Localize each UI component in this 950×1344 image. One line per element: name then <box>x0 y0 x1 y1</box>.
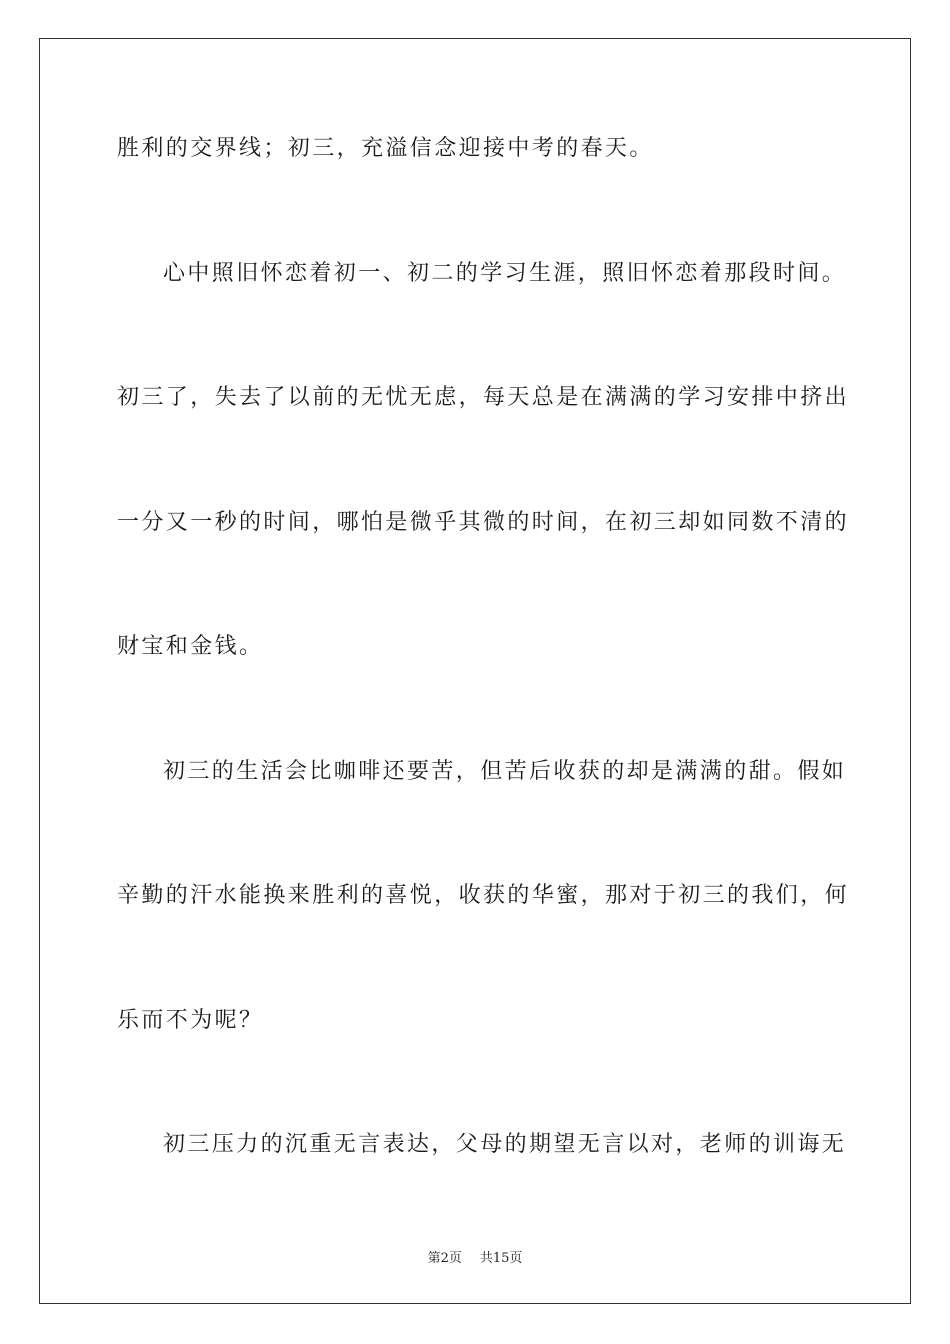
text-line-7: 辛勤的汗水能换来胜利的喜悦，收获的华蜜，那对于初三的我们，何 <box>117 883 850 908</box>
page-footer <box>0 1247 950 1266</box>
text-line-6: 初三的生活会比咖啡还要苦，但苦后收获的却是满满的甜。假如 <box>163 759 847 784</box>
text-line-9: 初三压力的沉重无言表达，父母的期望无言以对，老师的训诲无 <box>163 1132 847 1157</box>
text-line-8: 乐而不为呢？ <box>117 1008 264 1033</box>
text-line-3: 初三了，失去了以前的无忧无虑，每天总是在满满的学习安排中挤出 <box>117 385 850 410</box>
page-total: 共15页 <box>479 1251 523 1266</box>
page-number: 第2页 <box>427 1251 462 1266</box>
text-line-4: 一分又一秒的时间，哪怕是微乎其微的时间，在初三却如同数不清的 <box>117 510 850 535</box>
text-line-2: 心中照旧怀恋着初一、初二的学习生涯，照旧怀恋着那段时间。 <box>163 261 847 286</box>
page-border <box>39 38 911 1304</box>
text-line-5: 财宝和金钱。 <box>117 634 264 659</box>
text-line-1: 胜利的交界线；初三，充溢信念迎接中考的春天。 <box>117 136 654 161</box>
